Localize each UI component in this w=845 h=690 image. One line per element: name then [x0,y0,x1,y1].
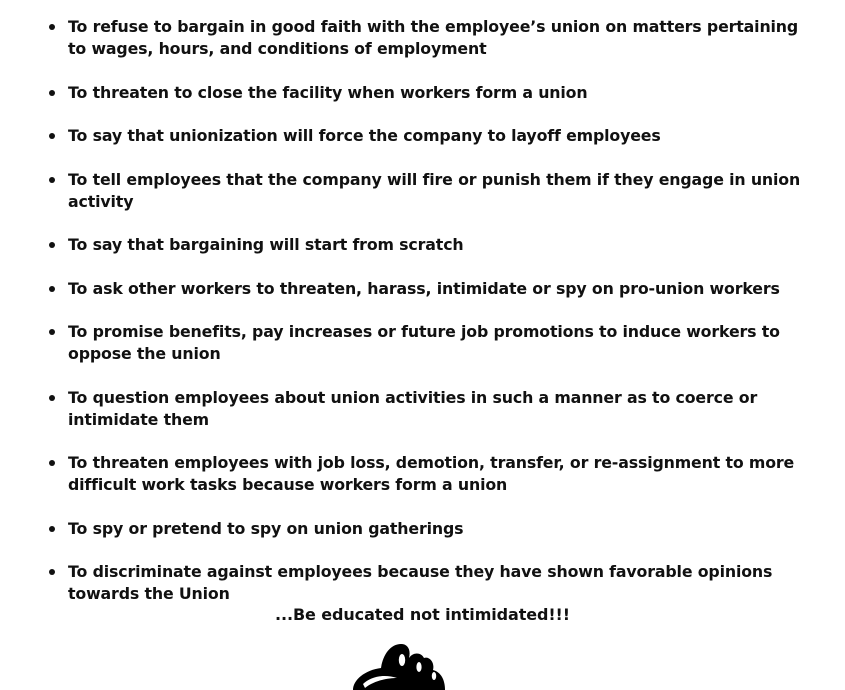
bullet-icon [49,395,55,401]
list-item [0,82,845,104]
bullet-icon [49,133,55,139]
list-item [0,16,845,60]
list-item [0,561,845,605]
list-item-text: To discriminate against employees because they have shown favorable opinions towards the Union [68,562,773,603]
bullet-icon [49,24,55,30]
list-item-text: To question employees about union activities in such a manner as to coerce or intimidate them [68,387,758,429]
prohibited-actions-list [0,16,845,627]
list-item [0,452,845,496]
bullet-icon [49,329,55,335]
list-item [0,125,845,147]
list-item [0,387,845,431]
list-item [0,321,845,365]
list-item-text: To spy or pretend to spy on union gatherings [68,518,464,538]
list-item-text: To say that unionization will force the company to layoff employees [68,126,661,145]
list-item [0,518,845,540]
list-item-text: To threaten employees with job loss, demotion, transfer, or re-assignment to more difficult work tasks because workers form a union [68,453,795,494]
list-item-text: To threaten to close the facility when workers form a union [68,82,588,102]
list-item [0,278,845,300]
list-item-text: To say that bargaining will start from scratch [68,235,464,254]
list-item-text: To promise benefits, pay increases or future job promotions to induce workers to oppose the union [68,322,780,363]
tagline: ...Be educated not intimidated!!! [275,605,570,624]
bullet-icon [49,526,55,532]
list-item [0,169,845,213]
bullet-icon [49,177,55,183]
bullet-icon [49,90,55,96]
list-item-text: To tell employees that the company will fire or punish them if they engage in union activity [68,169,801,211]
bullet-icon [49,242,55,248]
bullet-icon [49,286,55,292]
list-item-text: To ask other workers to threaten, harass, intimidate or spy on pro-union workers [68,278,780,298]
bullet-icon [49,569,55,575]
bullet-icon [49,460,55,466]
raised-fist-icon [345,640,455,690]
list-item [0,234,845,256]
list-item-text: To refuse to bargain in good faith with the employee’s union on matters pertaining to wages, hours, and conditions of employment [68,17,799,58]
